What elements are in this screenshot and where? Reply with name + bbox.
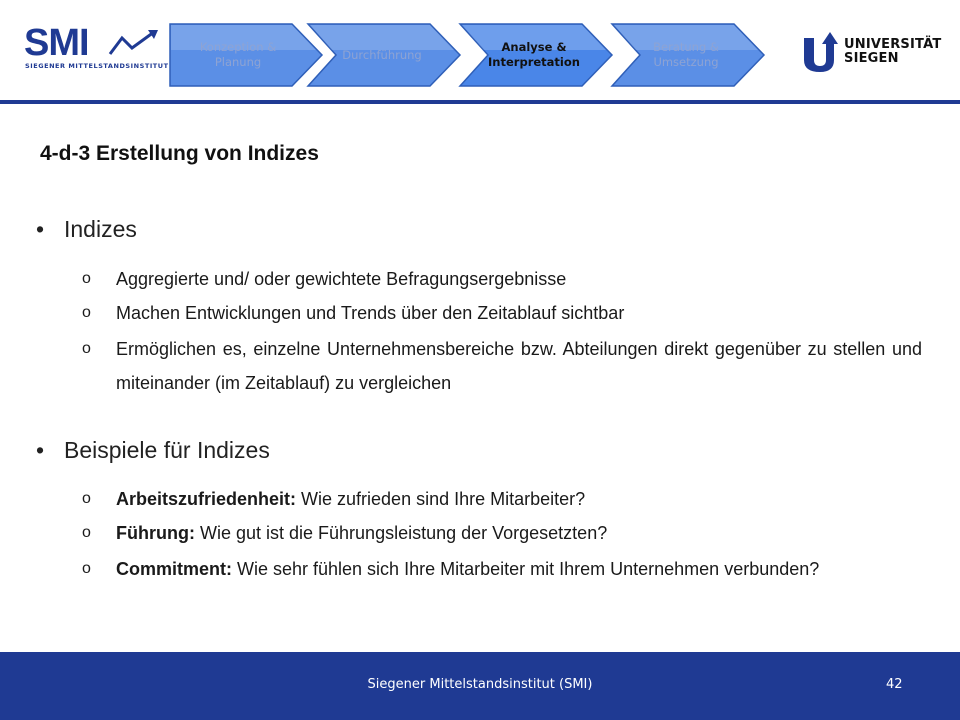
list-item	[82, 482, 922, 516]
university-siegen-logo	[800, 28, 950, 76]
bullet-icon: •	[36, 437, 45, 463]
list-item-text: Machen Entwicklungen und Trends über den Zeitablauf sichtbar	[116, 303, 625, 323]
list-marker-icon: o	[82, 340, 91, 357]
slide-footer	[0, 652, 960, 720]
smi-logo-word: SMI	[24, 22, 89, 64]
list-item	[82, 332, 922, 400]
process-step-label: Beratung & Umsetzung	[653, 40, 719, 69]
list-item-term: Arbeitszufriedenheit:	[116, 489, 297, 509]
process-step-label: Durchführung	[342, 47, 422, 62]
process-step-label: Konzeption & Planung	[199, 40, 277, 69]
bullet-icon: •	[36, 216, 45, 242]
list-item-term: Commitment:	[116, 559, 232, 579]
list-marker-icon: o	[82, 304, 91, 321]
page-number: 42	[886, 677, 903, 692]
list-item-description: Wie zufrieden sind Ihre Mitarbeiter?	[296, 489, 586, 509]
list-item-text	[116, 516, 922, 550]
list-item-description: Wie sehr fühlen sich Ihre Mitarbeiter mit Ihrem Unternehmen verbunden?	[232, 559, 820, 579]
bullet-heading-beispiele	[36, 437, 270, 464]
list-marker-icon: o	[82, 524, 91, 541]
list-marker-icon: o	[82, 490, 91, 507]
bullet-heading-text: Indizes	[64, 216, 137, 242]
process-step-3-active	[458, 22, 614, 88]
list-marker-icon: o	[82, 270, 91, 287]
list-item	[82, 552, 922, 620]
process-step-4	[610, 22, 766, 88]
process-steps	[168, 22, 798, 90]
process-step-1	[168, 22, 324, 88]
slide-title: 4-d-3 Erstellung von Indizes	[40, 142, 319, 165]
list-item-text: Ermöglichen es, einzelne Unternehmensbereiche bzw. Abteilungen direkt gegenüber zu stellen und miteinander (im Zeitablauf) zu vergleichen	[116, 339, 922, 393]
smi-logo	[24, 22, 169, 70]
list-item-term: Führung:	[116, 523, 195, 543]
list-item-text	[116, 552, 922, 586]
university-name-line1: UNIVERSITÄT	[844, 37, 942, 52]
smi-logo-subtitle: SIEGENER MITTELSTANDSINSTITUT	[25, 62, 169, 70]
university-name	[844, 38, 941, 66]
university-emblem-icon	[800, 30, 840, 74]
list-item-text	[116, 482, 922, 516]
bullet-heading-text: Beispiele für Indizes	[64, 437, 270, 463]
bullet-heading-indizes	[36, 216, 137, 243]
smi-chart-arrow-icon	[108, 28, 160, 58]
process-step-2	[306, 22, 462, 88]
list-item	[82, 262, 922, 296]
slide-header	[0, 0, 960, 104]
header-divider	[0, 100, 960, 104]
list-item	[82, 296, 922, 330]
footer-institute-name: Siegener Mittelstandsinstitut (SMI)	[367, 677, 593, 692]
list-item	[82, 516, 922, 550]
list-item-text: Aggregierte und/ oder gewichtete Befragungsergebnisse	[116, 269, 567, 289]
university-name-line2: SIEGEN	[844, 51, 899, 66]
list-marker-icon: o	[82, 560, 91, 577]
process-step-label: Analyse & Interpretation	[488, 40, 580, 69]
list-item-description: Wie gut ist die Führungsleistung der Vorgesetzten?	[194, 523, 608, 543]
